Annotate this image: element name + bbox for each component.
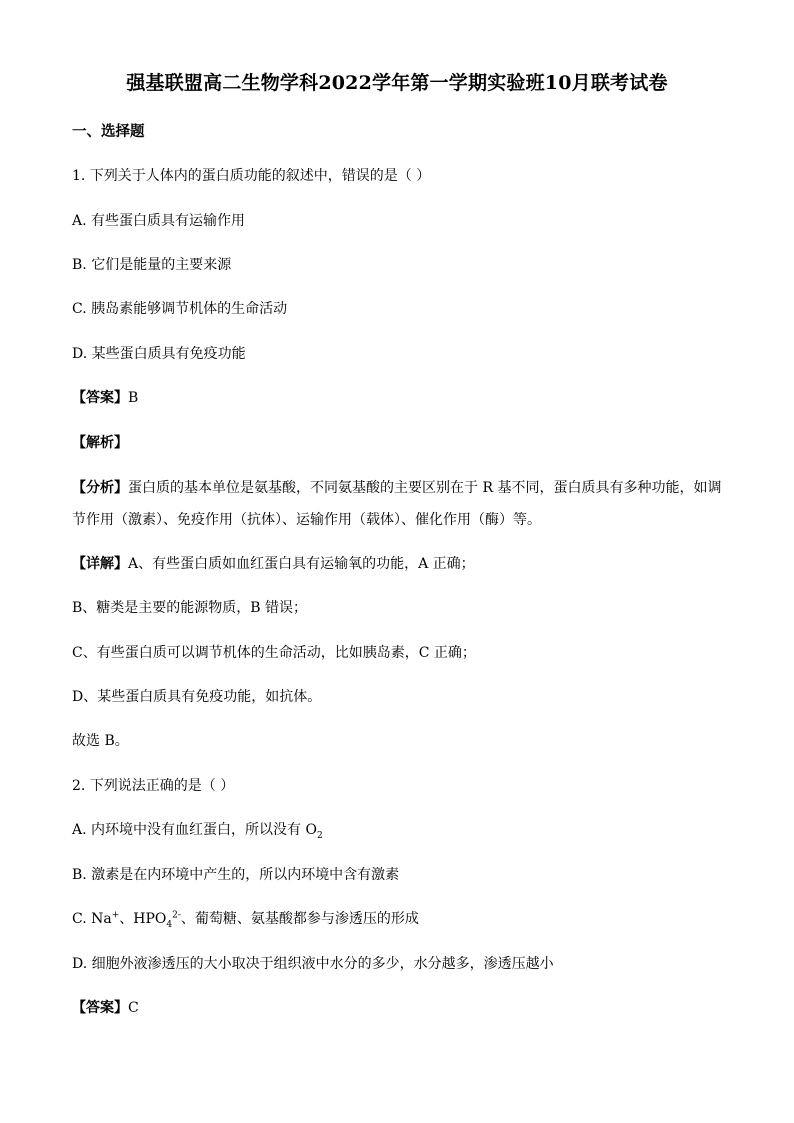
q1-detail-d: D、某些蛋白质具有免疫功能，如抗体。 — [72, 689, 322, 705]
answer-tag: 【答案】 — [72, 390, 128, 406]
q1-stem: 1. 下列关于人体内的蛋白质功能的叙述中，错误的是（ ） — [72, 168, 431, 184]
section-heading: 一、选择题 — [72, 123, 145, 140]
q2-option-a — [72, 820, 323, 840]
q1-analysis-tag: 【解析】 — [72, 435, 128, 451]
q1-option-a: A. 有些蛋白质具有运输作用 — [72, 213, 246, 229]
exam-title: 强基联盟高二生物学科2022学年第一学期实验班10月联考试卷 — [126, 72, 668, 94]
q2-option-c-mid: 、HPO — [119, 911, 167, 927]
q2-option-b: B. 激素是在内环境中产生的，所以内环境中含有激素 — [72, 867, 400, 883]
q2-option-d: D. 细胞外液渗透压的大小取决于组织液中水分的多少，水分越多，渗透压越小 — [72, 956, 554, 972]
q1-option-b: B. 它们是能量的主要来源 — [72, 257, 232, 273]
detail-tag: 【详解】 — [72, 556, 128, 572]
q2-option-c-prefix: C. Na — [72, 911, 112, 927]
q1-conclusion: 故选 B。 — [72, 733, 129, 749]
fenxi-text-1: 蛋白质的基本单位是氨基酸，不同氨基酸的主要区别在于 R 基不同，蛋白质具有多种功能，如调 — [128, 480, 722, 496]
q2-stem: 2. 下列说法正确的是（ ） — [72, 778, 235, 794]
q2-option-c-sup1: + — [111, 910, 120, 921]
q1-fenxi-line-1 — [72, 478, 721, 498]
q1-answer — [72, 388, 138, 408]
q1-detail-c: C、有些蛋白质可以调节机体的生命活动，比如胰岛素，C 正确； — [72, 645, 476, 661]
q1-fenxi-line-2: 节作用（激素）、免疫作用（抗体）、运输作用（载体）、催化作用（酶）等。 — [72, 512, 541, 528]
q2-option-c-sub: 4 — [166, 919, 173, 930]
detail-a-text: A、有些蛋白质如血红蛋白具有运输氧的功能，A 正确； — [128, 556, 475, 572]
q2-option-c-sup2: 2- — [172, 910, 181, 921]
q2-option-c-suffix: 、葡萄糖、氨基酸都参与渗透压的形成 — [180, 911, 419, 927]
q1-detail-a — [72, 554, 475, 574]
q2-answer — [72, 998, 139, 1018]
q1-option-d: D. 某些蛋白质具有免疫功能 — [72, 346, 246, 362]
answer-value: C — [128, 1000, 139, 1016]
fenxi-tag: 【分析】 — [72, 480, 128, 496]
answer-tag: 【答案】 — [72, 1000, 128, 1016]
q1-option-c: C. 胰岛素能够调节机体的生命活动 — [72, 301, 288, 317]
q2-option-a-subscript: 2 — [316, 830, 323, 841]
q2-option-a-text: A. 内环境中没有血红蛋白，所以没有 O — [72, 822, 317, 838]
q2-option-c — [72, 909, 419, 929]
answer-value: B — [128, 390, 139, 406]
q1-detail-b: B、糖类是主要的能源物质，B 错误； — [72, 600, 308, 616]
